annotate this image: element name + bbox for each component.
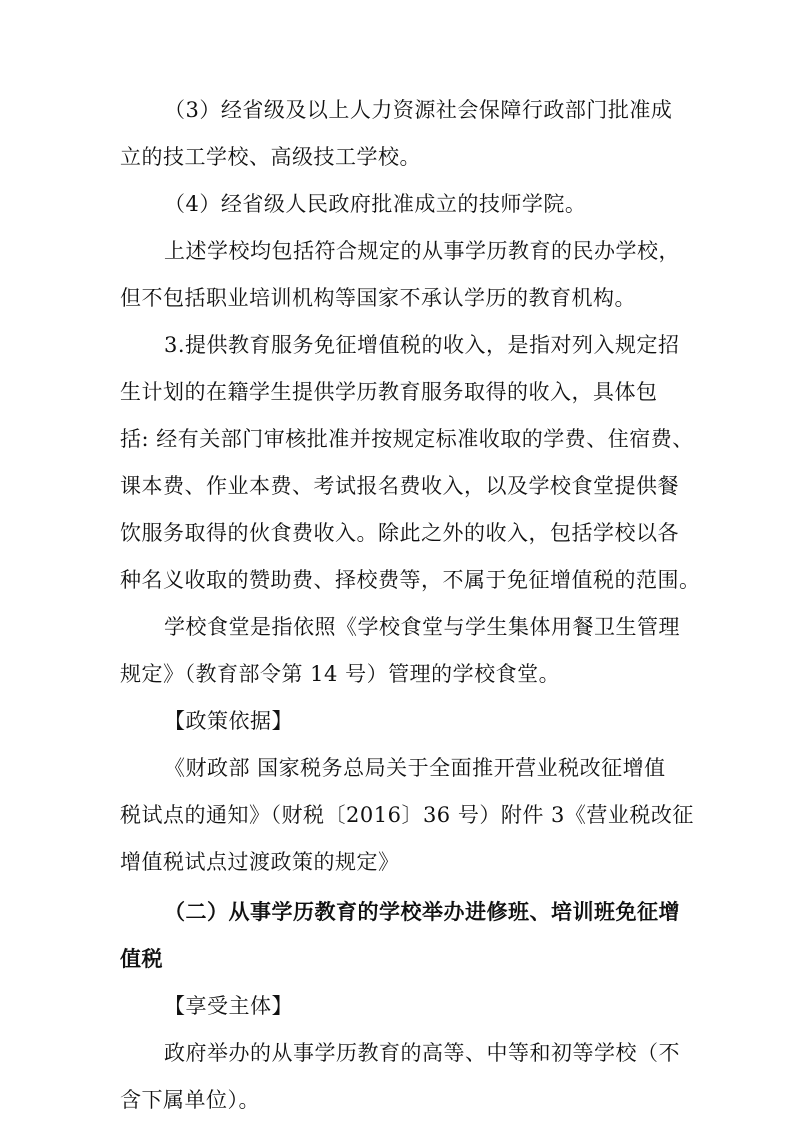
text-line: 上述学校均包括符合规定的从事学历教育的民办学校，	[164, 239, 680, 263]
text-line: 生计划的在籍学生提供学历教育服务取得的收入，具体包	[120, 380, 658, 404]
text-line: 立的技工学校、高级技工学校。	[120, 145, 421, 169]
text-line: 括: 经有关部门审核批准并按规定标准收取的学费、住宿费、	[120, 427, 694, 451]
section-label: 【享受主体】	[164, 994, 293, 1018]
text-line: 规定》（教育部令第 14 号）管理的学校食堂。	[120, 662, 561, 686]
text-line: （3）经省级及以上人力资源社会保障行政部门批准成	[164, 98, 673, 122]
text-line: 含下属单位）。	[120, 1088, 260, 1112]
text-line: 税试点的通知》（财税〔2016〕36 号）附件 3《营业税改征	[120, 803, 694, 827]
text-line: 政府举办的从事学历教育的高等、中等和初等学校（不	[164, 1041, 680, 1065]
text-line: 课本费、作业本费、考试报名费收入，以及学校食堂提供餐	[120, 474, 679, 498]
section-heading: （二）从事学历教育的学校举办进修班、培训班免征增	[164, 900, 680, 924]
text-line: 3.提供教育服务免征增值税的收入，是指对列入规定招	[164, 333, 680, 357]
text-line: （4）经省级人民政府批准成立的技师学院。	[164, 192, 587, 216]
text-line: 学校食堂是指依照《学校食堂与学生集体用餐卫生管理	[164, 615, 680, 639]
text-line: 但不包括职业培训机构等国家不承认学历的教育机构。	[120, 286, 636, 310]
text-line: 种名义收取的赞助费、择校费等，不属于免征增值税的范围。	[120, 568, 701, 592]
section-heading: 值税	[120, 947, 163, 971]
text-line: 增值税试点过渡政策的规定》	[120, 850, 400, 874]
text-line: 《财政部 国家税务总局关于全面推开营业税改征增值	[164, 756, 666, 780]
section-label: 【政策依据】	[164, 709, 293, 733]
text-line: 饮服务取得的伙食费收入。除此之外的收入，包括学校以各	[120, 521, 679, 545]
